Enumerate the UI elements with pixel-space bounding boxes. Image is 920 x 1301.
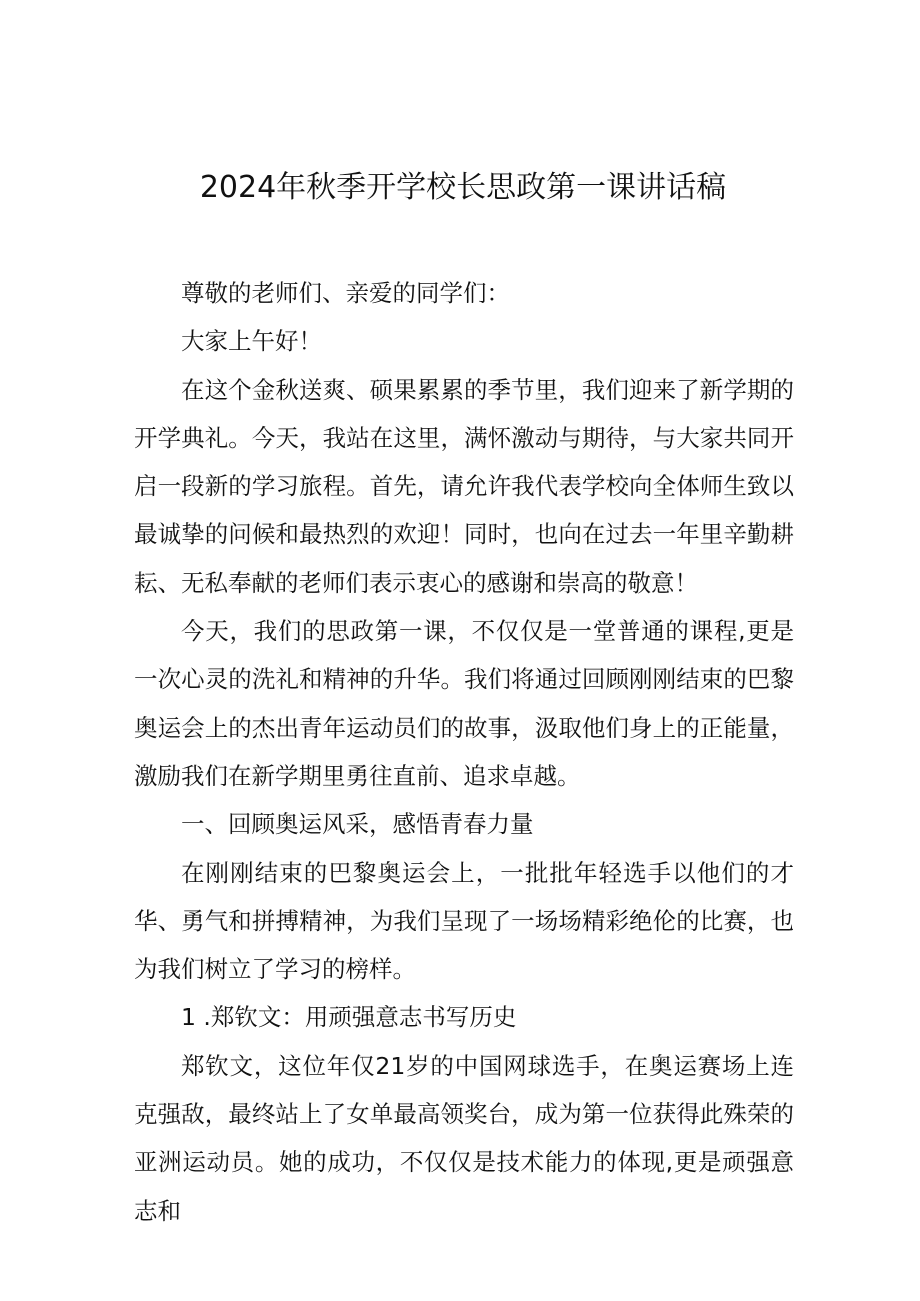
section-1-paragraph: 在刚刚结束的巴黎奥运会上，一批批年轻选手以他们的才华、勇气和拼搏精神，为我们呈现了一场场精彩绝伦的比赛，也为我们树立了学习的榜样。: [134, 858, 794, 984]
intro-paragraph: 今天，我们的思政第一课，不仅仅是一堂普通的课程,更是一次心灵的洗礼和精神的升华。我们将通过回顾刚刚结束的巴黎奥运会上的杰出青年运动员们的故事，汲取他们身上的正能量，激励我们在新学期里勇往直前、追求卓越。: [134, 617, 794, 790]
opening-paragraph: 在这个金秋送爽、硕果累累的季节里，我们迎来了新学期的开学典礼。今天，我站在这里，满怀激动与期待，与大家共同开启一段新的学习旅程。首先，请允许我代表学校向全体师生致以最诚挚的问候和最热烈的欢迎！同时，也向在过去一年里辛勤耕耘、无私奉献的老师们表示衷心的感谢和崇高的敬意！: [134, 375, 794, 597]
document-body: [134, 269, 794, 1235]
document-title: 2024年秋季开学校长思政第一课讲话稿: [199, 170, 727, 205]
section-heading-1: 一、回顾奥运风采，感悟青春力量: [181, 810, 534, 839]
subsection-1-paragraph: 郑钦文，这位年仅21岁的中国网球选手，在奥运赛场上连克强敌，最终站上了女单最高领奖台，成为第一位获得此殊荣的亚洲运动员。她的成功，不仅仅是技术能力的体现,更是顽强意志和: [134, 1051, 794, 1225]
salutation-paragraph: 大家上午好！: [181, 327, 322, 356]
greeting-paragraph: 尊敬的老师们、亲爱的同学们：: [181, 279, 510, 307]
subsection-heading-1: 1 .郑钦文：用顽强意志书写历史: [181, 1003, 517, 1032]
